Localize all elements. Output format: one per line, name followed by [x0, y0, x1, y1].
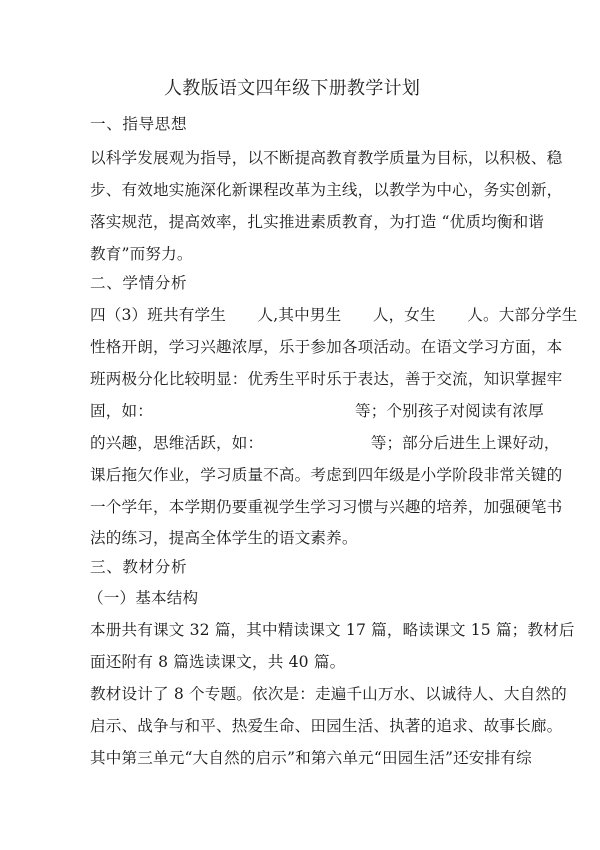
paragraph-line: 班两极分化比较明显：优秀生平时乐于表达，善于交流，知识掌握牢: [90, 370, 563, 388]
paragraph-line: 其中第三单元“大自然的启示”和第六单元“田园生活”还安排有综: [90, 749, 532, 767]
subsection-heading-basic-structure: （一）基本结构: [88, 589, 199, 607]
paragraph-line: 四（3）班共有学生 人,其中男生 人，女生 人。大部分学生: [90, 306, 578, 324]
paragraph-line: 法的练习，提高全体学生的语文素养。: [90, 529, 358, 547]
paragraph-line: 本册共有课文 32 篇，其中精读课文 17 篇，略读课文 15 篇；教材后: [90, 621, 575, 639]
paragraph-line: 教材设计了 8 个专题。依次是：走遍千山万水、以诚待人、大自然的: [90, 685, 567, 703]
paragraph-line: 固，如： 等；个别孩子对阅读有浓厚: [90, 402, 544, 420]
paragraph-line: 一个学年，本学期仍要重视学生学习习惯与兴趣的培养，加强硬笔书: [90, 498, 563, 516]
paragraph-line: 性格开朗，学习兴趣浓厚，乐于参加各项活动。在语文学习方面，本: [90, 338, 563, 356]
paragraph-line: 的兴趣，思维活跃，如： 等；部分后进生上课好动，: [90, 434, 560, 452]
section-heading-guiding-ideology: 一、指导思想: [90, 115, 188, 133]
paragraph-line: 步、有效地实施深化新课程改革为主线，以教学为中心，务实创新，: [90, 181, 563, 199]
paragraph-line: 启示、战争与和平、热爱生命、田园生活、执著的追求、故事长廊。: [90, 717, 563, 735]
paragraph-line: 落实规范，提高效率，扎实推进素质教育，为打造 “优质均衡和谐: [90, 213, 545, 231]
section-heading-textbook-analysis: 三、教材分析: [90, 558, 188, 576]
paragraph-line: 以科学发展观为指导，以不断提高教育教学质量为目标，以积极、稳: [90, 149, 563, 167]
paragraph-line: 课后拖欠作业，学习质量不高。考虑到四年级是小学阶段非常关键的: [90, 466, 563, 484]
document-title: 人教版语文四年级下册教学计划: [164, 78, 421, 99]
paragraph-line: 教育”而努力。: [90, 245, 193, 263]
section-heading-student-analysis: 二、学情分析: [90, 274, 188, 292]
paragraph-line: 面还附有 8 篇选读课文，共 40 篇。: [90, 653, 346, 671]
